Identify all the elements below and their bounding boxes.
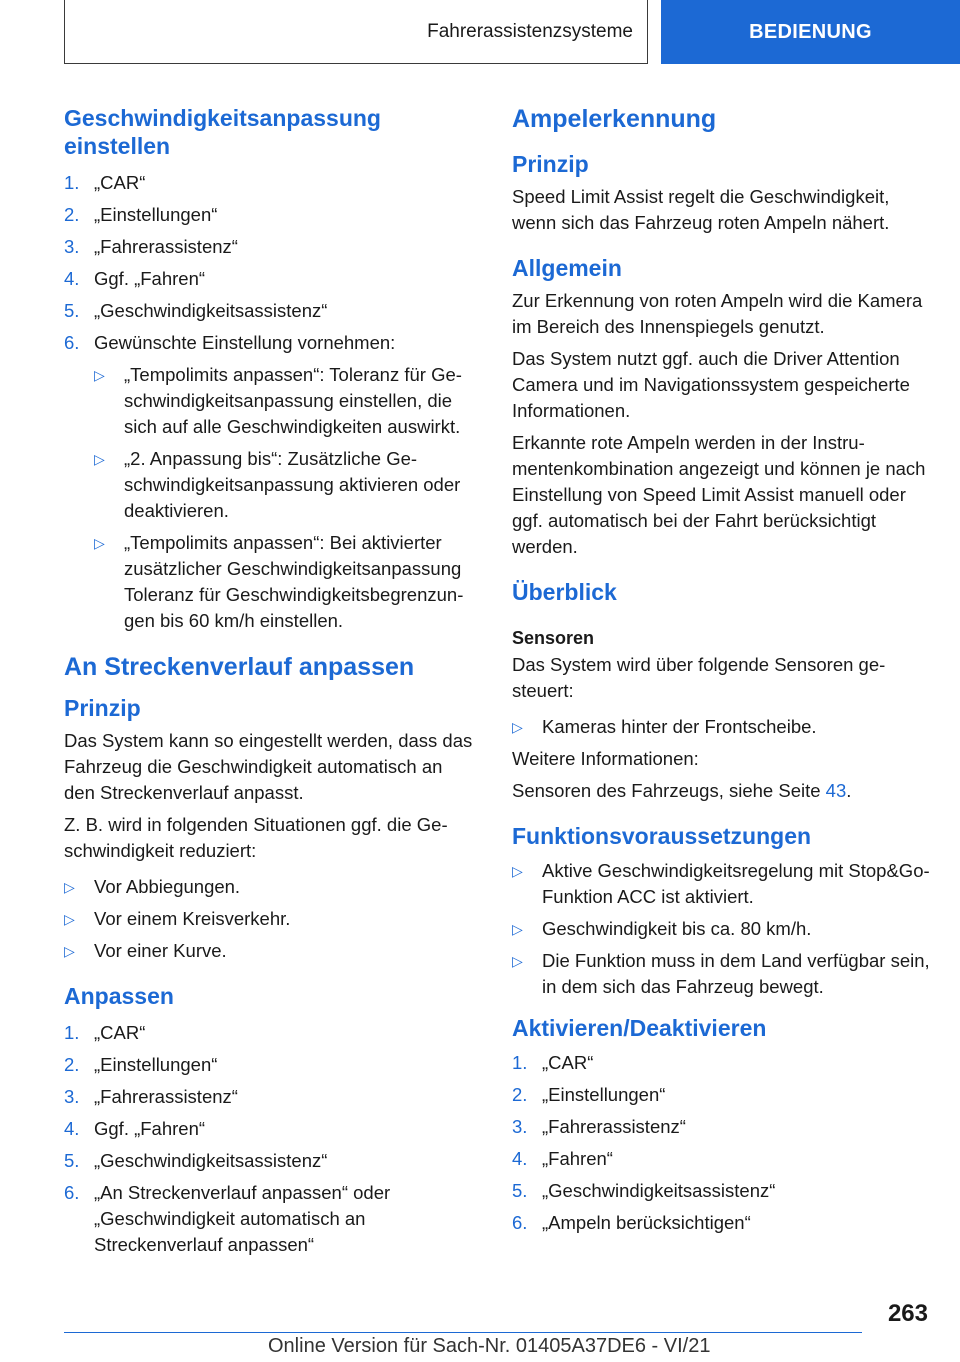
step-text: „Fahrerassistenz“ <box>542 1116 686 1137</box>
header-chapter-title: BEDIENUNG <box>749 20 872 43</box>
heading-allgemein: Allgemein <box>512 255 622 281</box>
footer-rule <box>64 1332 862 1333</box>
header-chapter-tab[interactable] <box>661 0 960 64</box>
sensors-list <box>512 714 930 740</box>
step-text: „Einstellungen“ <box>94 1054 218 1075</box>
step-number: 3. <box>512 1116 528 1137</box>
step-text: „Fahren“ <box>542 1148 613 1169</box>
triangle-right-outline-icon: ▷ <box>512 921 523 937</box>
step-number: 6. <box>64 332 80 353</box>
list-item <box>94 362 474 440</box>
list-item <box>64 266 474 292</box>
step-text: „Geschwindigkeitsassistenz“ <box>94 300 328 321</box>
list-item <box>512 858 930 910</box>
step-text: Ggf. „Fahren“ <box>94 268 206 289</box>
step-number: 5. <box>64 300 80 321</box>
step-number: 4. <box>64 268 80 289</box>
heading-anpassen: Anpassen <box>64 983 174 1009</box>
step-number: 5. <box>512 1180 528 1201</box>
step-number: 2. <box>512 1084 528 1105</box>
step-text: „An Streckenverlauf anpassen“ oder „Geschwindigkeit automatisch an Streckenverlauf anpassen“ <box>94 1182 391 1255</box>
header-section-box <box>64 0 648 64</box>
step-number: 1. <box>64 172 80 193</box>
list-item <box>64 1116 474 1142</box>
paragraph-principle-2: Z. B. wird in folgenden Situationen ggf. die Geschwindigkeit reduziert: <box>64 814 448 861</box>
list-item <box>64 874 474 900</box>
step-number: 4. <box>512 1148 528 1169</box>
heading-aktivieren-deaktivieren: Aktivieren/Deaktivieren <box>512 1015 767 1041</box>
paragraph-principle-1: Das System kann so eingestellt werden, dass das Fahrzeug die Geschwindigkeit automatisch an den Streckenverlauf anpasst. <box>64 730 473 803</box>
list-item <box>512 948 930 1000</box>
paragraph-general-3: Erkannte rote Ampeln werden in der Instrumentenkombination angezeigt und können je nach Einstellung von Speed Limit Assist manuell oder ggf. automatisch bei der Fahrt berücksichtigt werden. <box>512 432 926 557</box>
list-item <box>512 1114 930 1140</box>
list-item <box>94 530 474 634</box>
step-text: „Geschwindigkeitsassistenz“ <box>94 1150 328 1171</box>
step-text: „Geschwindigkeitsassistenz“ <box>542 1180 776 1201</box>
triangle-right-outline-icon: ▷ <box>512 719 523 735</box>
heading-sensoren: Sensoren <box>512 628 595 648</box>
step-number: 2. <box>64 204 80 225</box>
situation-text: Vor einer Kurve. <box>94 940 227 961</box>
list-item <box>64 1180 474 1258</box>
heading-streckenverlauf: An Streckenverlauf anpassen <box>64 653 415 681</box>
step-number: 3. <box>64 236 80 257</box>
triangle-right-outline-icon: ▷ <box>64 879 75 895</box>
paragraph-ampel-principle: Speed Limit Assist regelt die Geschwindigkeit, wenn sich das Fahrzeug roten Ampeln nähert. <box>512 186 890 233</box>
situation-text: Vor Abbiegungen. <box>94 876 241 897</box>
situations-list <box>64 874 474 964</box>
requirement-text: Die Funktion muss in dem Land verfügbar sein, in dem sich das Fahrzeug bewegt. <box>542 950 930 997</box>
heading-geschwindigkeitsanpassung: Geschwindigkeitsanpassung einstellen <box>64 105 381 159</box>
triangle-right-outline-icon: ▷ <box>94 535 105 551</box>
list-item <box>64 1052 474 1078</box>
triangle-right-outline-icon: ▷ <box>64 911 75 927</box>
list-item <box>94 446 474 524</box>
reference-text: Sensoren des Fahrzeugs, siehe Seite <box>512 780 821 801</box>
list-item <box>512 916 930 942</box>
step-number: 1. <box>512 1052 528 1073</box>
page-reference-link[interactable]: 43 <box>825 780 847 801</box>
substep-text: „Tempolimits anpassen“: Bei aktivierter zusätzlicher Geschwindigkeitsanpassung Toleranz für Geschwindigkeitsbegrenzungen bis 60 km/h einstellen. <box>124 532 464 631</box>
substeps-list <box>94 362 474 634</box>
reference-end: . <box>846 780 852 801</box>
triangle-right-outline-icon: ▷ <box>94 451 105 467</box>
page-number: 263 <box>887 1300 928 1327</box>
step-number: 5. <box>64 1150 80 1171</box>
paragraph-general-2: Das System nutzt ggf. auch die Driver Attention Camera und im Navigationssystem gespeicherte Informationen. <box>512 348 910 421</box>
requirement-text: Aktive Geschwindigkeitsregelung mit Stop&Go-Funktion ACC ist aktiviert. <box>542 860 930 907</box>
step-text: Gewünschte Einstellung vornehmen: <box>94 332 396 353</box>
paragraph-general-1: Zur Erkennung von roten Ampeln wird die Kamera im Bereich des Innenspiegels genutzt. <box>512 290 923 337</box>
step-number: 6. <box>512 1212 528 1233</box>
list-item <box>512 1210 930 1236</box>
step-text: „Fahrerassistenz“ <box>94 1086 238 1107</box>
step-text: „CAR“ <box>94 172 146 193</box>
list-item <box>64 298 474 324</box>
triangle-right-outline-icon: ▷ <box>64 943 75 959</box>
paragraph-sensors: Das System wird über folgende Sensoren gesteuert: <box>512 654 886 701</box>
sensor-text: Kameras hinter der Frontscheibe. <box>542 716 817 737</box>
step-number: 3. <box>64 1086 80 1107</box>
list-item <box>512 1178 930 1204</box>
requirements-list <box>512 858 930 1000</box>
step-number: 4. <box>64 1118 80 1139</box>
situation-text: Vor einem Kreisverkehr. <box>94 908 291 929</box>
left-column <box>64 104 474 1264</box>
step-number: 1. <box>64 1022 80 1043</box>
list-item <box>512 1146 930 1172</box>
list-item <box>64 202 474 228</box>
list-item <box>512 1050 930 1076</box>
list-item <box>64 330 474 634</box>
step-text: „Einstellungen“ <box>94 204 218 225</box>
step-text: „Einstellungen“ <box>542 1084 666 1105</box>
paragraph-more-info: Weitere Informationen: <box>512 748 699 769</box>
steps-list-2 <box>64 1020 474 1258</box>
triangle-right-outline-icon: ▷ <box>512 953 523 969</box>
list-item <box>64 1020 474 1046</box>
steps-list-1 <box>64 170 474 634</box>
triangle-right-outline-icon: ▷ <box>94 367 105 383</box>
heading-funktionsvoraussetzungen: Funktionsvoraussetzungen <box>512 823 812 849</box>
step-text: „Fahrerassistenz“ <box>94 236 238 257</box>
heading-prinzip-right: Prinzip <box>512 151 589 177</box>
footer-online-version: Online Version für Sach-Nr. 01405A37DE6 - VI/21 <box>268 1335 711 1357</box>
list-item <box>64 1084 474 1110</box>
steps-list-3 <box>512 1050 930 1236</box>
list-item <box>64 938 474 964</box>
heading-ampelerkennung: Ampelerkennung <box>512 105 717 133</box>
list-item <box>64 170 474 196</box>
list-item <box>512 1082 930 1108</box>
paragraph-sensors-reference <box>512 778 930 804</box>
list-item <box>64 234 474 260</box>
requirement-text: Geschwindigkeit bis ca. 80 km/h. <box>542 918 812 939</box>
right-column <box>512 104 930 1242</box>
triangle-right-outline-icon: ▷ <box>512 863 523 879</box>
list-item <box>512 714 930 740</box>
list-item <box>64 906 474 932</box>
heading-prinzip-left: Prinzip <box>64 695 141 721</box>
step-number: 2. <box>64 1054 80 1075</box>
header-section-title: Fahrerassistenzsysteme <box>427 20 633 42</box>
substep-text: „2. Anpassung bis“: Zusätzliche Geschwindigkeitsanpassung aktivieren oder deaktivieren. <box>124 448 461 521</box>
step-text: „CAR“ <box>542 1052 594 1073</box>
substep-text: „Tempolimits anpassen“: Toleranz für Geschwindigkeitsanpassung einstellen, die sich auf alle Geschwindigkeiten auswirkt. <box>124 364 462 437</box>
heading-ueberblick: Überblick <box>512 579 617 605</box>
step-number: 6. <box>64 1182 80 1203</box>
step-text: Ggf. „Fahren“ <box>94 1118 206 1139</box>
step-text: „CAR“ <box>94 1022 146 1043</box>
step-text: „Ampeln berücksichtigen“ <box>542 1212 751 1233</box>
list-item <box>64 1148 474 1174</box>
